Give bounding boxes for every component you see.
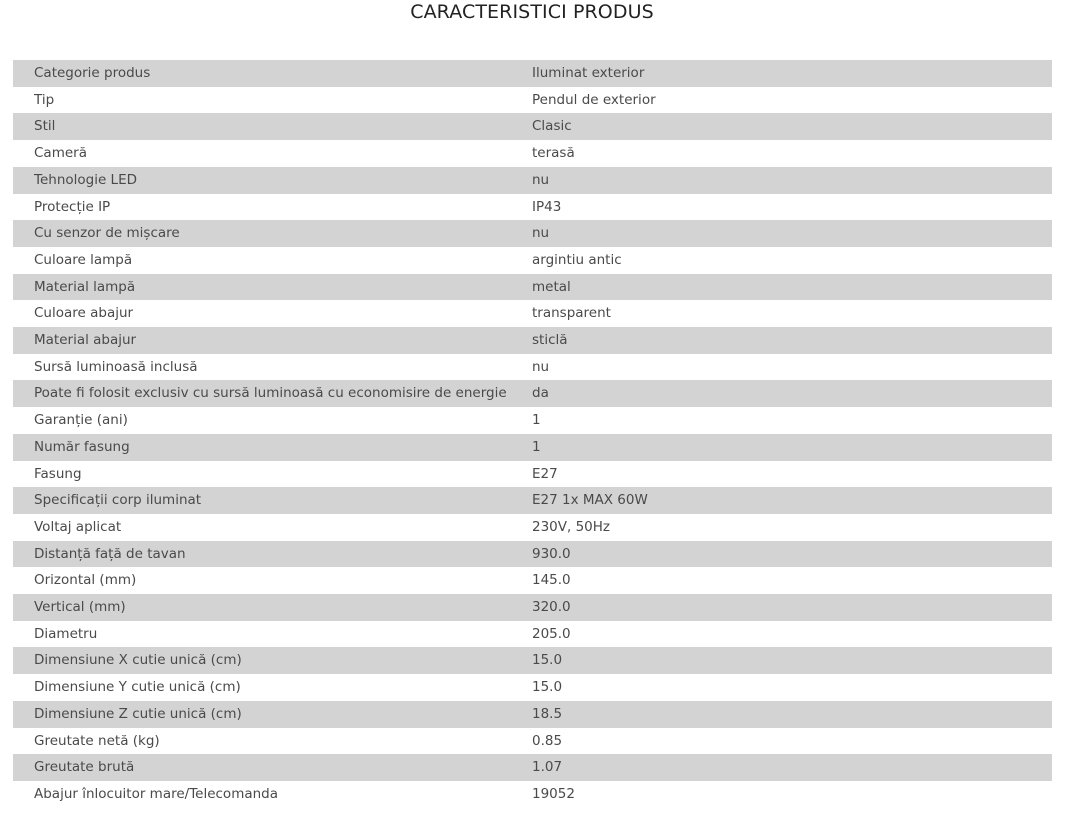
specs-table-body bbox=[13, 60, 1052, 808]
spec-label: Dimensiune Z cutie unică (cm) bbox=[13, 701, 532, 728]
spec-value: 320.0 bbox=[532, 594, 1052, 621]
spec-label: Categorie produs bbox=[13, 60, 532, 87]
spec-value: IP43 bbox=[532, 194, 1052, 221]
spec-value: 930.0 bbox=[532, 541, 1052, 568]
spec-value: E27 bbox=[532, 461, 1052, 488]
spec-value: nu bbox=[532, 167, 1052, 194]
specs-table bbox=[13, 60, 1052, 808]
spec-value: sticlă bbox=[532, 327, 1052, 354]
spec-value: 15.0 bbox=[532, 674, 1052, 701]
spec-value: 15.0 bbox=[532, 647, 1052, 674]
spec-row bbox=[13, 567, 1052, 594]
spec-row bbox=[13, 220, 1052, 247]
spec-row bbox=[13, 728, 1052, 755]
spec-row bbox=[13, 487, 1052, 514]
spec-row bbox=[13, 113, 1052, 140]
spec-value: metal bbox=[532, 274, 1052, 301]
spec-row bbox=[13, 140, 1052, 167]
spec-label: Protecție IP bbox=[13, 194, 532, 221]
spec-label: Dimensiune Y cutie unică (cm) bbox=[13, 674, 532, 701]
spec-value: da bbox=[532, 380, 1052, 407]
spec-row bbox=[13, 781, 1052, 808]
spec-value: Pendul de exterior bbox=[532, 87, 1052, 114]
spec-value: 1 bbox=[532, 407, 1052, 434]
spec-label: Garanție (ani) bbox=[13, 407, 532, 434]
section-title: CARACTERISTICI PRODUS bbox=[410, 1, 654, 23]
spec-row bbox=[13, 60, 1052, 87]
spec-row bbox=[13, 380, 1052, 407]
spec-label: Cameră bbox=[13, 140, 532, 167]
spec-label: Tehnologie LED bbox=[13, 167, 532, 194]
spec-label: Fasung bbox=[13, 461, 532, 488]
spec-row bbox=[13, 754, 1052, 781]
spec-row bbox=[13, 461, 1052, 488]
spec-row bbox=[13, 354, 1052, 381]
spec-row bbox=[13, 194, 1052, 221]
spec-value: 1 bbox=[532, 434, 1052, 461]
spec-label: Poate fi folosit exclusiv cu sursă luminoasă cu economisire de energie bbox=[13, 380, 532, 407]
spec-label: Sursă luminoasă inclusă bbox=[13, 354, 532, 381]
spec-value: argintiu antic bbox=[532, 247, 1052, 274]
spec-label: Orizontal (mm) bbox=[13, 567, 532, 594]
spec-row bbox=[13, 514, 1052, 541]
spec-row bbox=[13, 647, 1052, 674]
spec-label: Culoare abajur bbox=[13, 300, 532, 327]
spec-row bbox=[13, 701, 1052, 728]
spec-value: transparent bbox=[532, 300, 1052, 327]
spec-label: Stil bbox=[13, 113, 532, 140]
spec-value: 230V, 50Hz bbox=[532, 514, 1052, 541]
spec-row bbox=[13, 327, 1052, 354]
spec-row bbox=[13, 674, 1052, 701]
spec-label: Specificații corp iluminat bbox=[13, 487, 532, 514]
spec-label: Diametru bbox=[13, 621, 532, 648]
spec-value: 145.0 bbox=[532, 567, 1052, 594]
spec-value: 1.07 bbox=[532, 754, 1052, 781]
spec-label: Voltaj aplicat bbox=[13, 514, 532, 541]
spec-row bbox=[13, 300, 1052, 327]
spec-value: nu bbox=[532, 354, 1052, 381]
spec-value: Clasic bbox=[532, 113, 1052, 140]
spec-row bbox=[13, 167, 1052, 194]
spec-value: 18.5 bbox=[532, 701, 1052, 728]
spec-label: Greutate netă (kg) bbox=[13, 728, 532, 755]
spec-label: Distanță față de tavan bbox=[13, 541, 532, 568]
spec-row bbox=[13, 621, 1052, 648]
spec-value: 205.0 bbox=[532, 621, 1052, 648]
spec-row bbox=[13, 247, 1052, 274]
spec-value: Iluminat exterior bbox=[532, 60, 1052, 87]
spec-label: Abajur înlocuitor mare/Telecomanda bbox=[13, 781, 532, 808]
spec-label: Culoare lampă bbox=[13, 247, 532, 274]
spec-value: nu bbox=[532, 220, 1052, 247]
spec-label: Tip bbox=[13, 87, 532, 114]
spec-label: Greutate brută bbox=[13, 754, 532, 781]
spec-label: Material lampă bbox=[13, 274, 532, 301]
spec-value: 19052 bbox=[532, 781, 1052, 808]
spec-row bbox=[13, 87, 1052, 114]
spec-label: Vertical (mm) bbox=[13, 594, 532, 621]
spec-row bbox=[13, 594, 1052, 621]
spec-label: Dimensiune X cutie unică (cm) bbox=[13, 647, 532, 674]
spec-row bbox=[13, 541, 1052, 568]
spec-value: E27 1x MAX 60W bbox=[532, 487, 1052, 514]
spec-row bbox=[13, 434, 1052, 461]
spec-label: Material abajur bbox=[13, 327, 532, 354]
spec-row bbox=[13, 274, 1052, 301]
spec-value: terasă bbox=[532, 140, 1052, 167]
spec-label: Număr fasung bbox=[13, 434, 532, 461]
spec-row bbox=[13, 407, 1052, 434]
spec-label: Cu senzor de mișcare bbox=[13, 220, 532, 247]
spec-value: 0.85 bbox=[532, 728, 1052, 755]
